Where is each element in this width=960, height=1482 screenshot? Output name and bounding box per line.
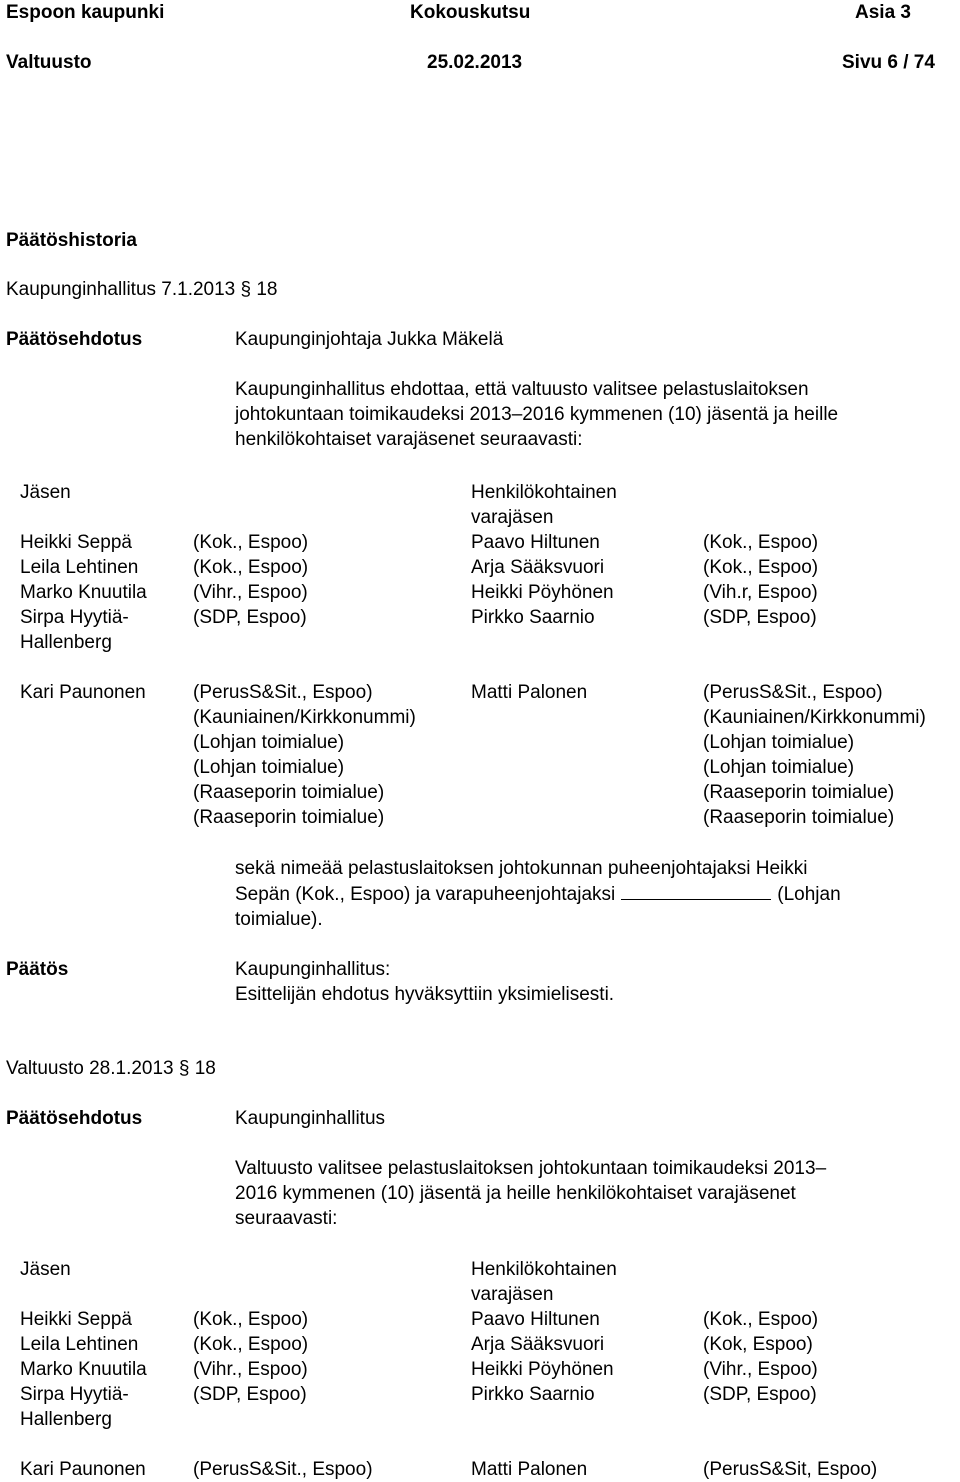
proposal-paragraph xyxy=(235,1156,935,1231)
member-party: (PerusS&Sit., Espoo) xyxy=(193,1459,373,1480)
member-name: Leila Lehtinen xyxy=(20,557,139,578)
paragraph-text: (Lohjan xyxy=(777,884,841,905)
deputy-name: Paavo Hiltunen xyxy=(471,1309,600,1330)
header-city: Espoon kaupunki xyxy=(6,2,165,23)
proposal-paragraph xyxy=(235,377,935,452)
deputy-party: (Kauniainen/Kirkkonummi) xyxy=(703,707,926,728)
paragraph-line: sekä nimeää pelastuslaitoksen johtokunnan puheenjohtajaksi Heikki xyxy=(235,858,808,879)
member-party: (Kok., Espoo) xyxy=(193,1334,309,1355)
col-deputy-header: varajäsen xyxy=(471,1284,554,1305)
members-table-header xyxy=(20,1282,940,1307)
deputy-name: Heikki Pöyhönen xyxy=(471,1359,614,1380)
proposal-presenter: Kaupunginjohtaja Jukka Mäkelä xyxy=(235,329,504,350)
table-row xyxy=(20,780,940,805)
deputy-party: (Raaseporin toimialue) xyxy=(703,782,895,803)
header-date: 25.02.2013 xyxy=(427,52,523,73)
member-party: (Raaseporin toimialue) xyxy=(193,807,385,828)
member-name: Marko Knuutila xyxy=(20,1359,147,1380)
paragraph-text: Sepän (Kok., Espoo) ja varapuheenjohtajaksi xyxy=(235,884,616,905)
paragraph-line: henkilökohtaiset varajäsenet seuraavasti: xyxy=(235,429,583,450)
table-row xyxy=(20,705,940,730)
table-row xyxy=(20,605,940,630)
members-table-header xyxy=(20,1257,940,1282)
member-party: (SDP, Espoo) xyxy=(193,607,307,628)
member-name: Sirpa Hyytiä- xyxy=(20,607,129,628)
deputy-party: (Vihr., Espoo) xyxy=(703,1359,818,1380)
table-row xyxy=(20,580,940,605)
table-row xyxy=(20,1457,940,1482)
header-page: Sivu 6 / 74 xyxy=(842,52,935,73)
member-party: (Kok., Espoo) xyxy=(193,557,309,578)
member-name: Heikki Seppä xyxy=(20,1309,132,1330)
deputy-name: Arja Sääksvuori xyxy=(471,557,605,578)
deputy-name: Paavo Hiltunen xyxy=(471,532,600,553)
proposal-label: Päätösehdotus xyxy=(6,1108,143,1129)
member-party: (Vihr., Espoo) xyxy=(193,582,308,603)
member-party: (Lohjan toimialue) xyxy=(193,757,345,778)
table-row xyxy=(20,1407,940,1432)
deputy-party: (SDP, Espoo) xyxy=(703,1384,817,1405)
chair-paragraph xyxy=(235,856,935,932)
deputy-party: (Raaseporin toimialue) xyxy=(703,807,895,828)
blank-fill-line xyxy=(621,881,771,900)
member-name: Kari Paunonen xyxy=(20,1459,146,1480)
col-member-header: Jäsen xyxy=(20,1259,71,1280)
deputy-name: Pirkko Saarnio xyxy=(471,1384,595,1405)
table-row xyxy=(20,1307,940,1332)
table-row xyxy=(20,755,940,780)
deputy-party: (Lohjan toimialue) xyxy=(703,732,855,753)
member-name: Marko Knuutila xyxy=(20,582,147,603)
deputy-name: Matti Palonen xyxy=(471,1459,588,1480)
col-member-header: Jäsen xyxy=(20,482,71,503)
board-meeting-ref: Kaupunginhallitus 7.1.2013 § 18 xyxy=(6,279,278,300)
member-party: (Lohjan toimialue) xyxy=(193,732,345,753)
member-party: (SDP, Espoo) xyxy=(193,1384,307,1405)
paragraph-line: seuraavasti: xyxy=(235,1208,338,1229)
header-item: Asia 3 xyxy=(855,2,911,23)
paragraph-line xyxy=(235,881,935,907)
deputy-name: Arja Sääksvuori xyxy=(471,1334,605,1355)
paragraph-line: toimialue). xyxy=(235,909,323,930)
deputy-party: (Kok., Espoo) xyxy=(703,1309,819,1330)
member-party: (Kok., Espoo) xyxy=(193,532,309,553)
member-name: Heikki Seppä xyxy=(20,532,132,553)
member-party: (Vihr., Espoo) xyxy=(193,1359,308,1380)
table-row xyxy=(20,1332,940,1357)
member-party: (Kok., Espoo) xyxy=(193,1309,309,1330)
member-name: Sirpa Hyytiä- xyxy=(20,1384,129,1405)
council-meeting-ref: Valtuusto 28.1.2013 § 18 xyxy=(6,1058,216,1079)
table-row xyxy=(20,630,940,655)
member-party: (Kauniainen/Kirkkonummi) xyxy=(193,707,416,728)
table-row xyxy=(20,555,940,580)
member-party: (PerusS&Sit., Espoo) xyxy=(193,682,373,703)
member-name: Hallenberg xyxy=(20,632,112,653)
decision-label: Päätös xyxy=(6,959,69,980)
col-deputy-header: Henkilökohtainen xyxy=(471,1259,617,1280)
deputy-party: (Kok., Espoo) xyxy=(703,532,819,553)
table-row xyxy=(20,680,940,705)
members-table-header xyxy=(20,480,940,505)
table-row xyxy=(20,730,940,755)
deputy-party: (SDP, Espoo) xyxy=(703,607,817,628)
deputy-party: (Vih.r, Espoo) xyxy=(703,582,818,603)
deputy-party: (Lohjan toimialue) xyxy=(703,757,855,778)
table-row xyxy=(20,1382,940,1407)
deputy-party: (PerusS&Sit, Espoo) xyxy=(703,1459,878,1480)
paragraph-line: Valtuusto valitsee pelastuslaitoksen johtokuntaan toimikaudeksi 2013– xyxy=(235,1158,827,1179)
col-deputy-header: varajäsen xyxy=(471,507,554,528)
paragraph-line: 2016 kymmenen (10) jäsentä ja heille henkilökohtaiset varajäsenet xyxy=(235,1183,796,1204)
deputy-party: (Kok, Espoo) xyxy=(703,1334,813,1355)
paragraph-line: johtokuntaan toimikaudeksi 2013–2016 kymmenen (10) jäsentä ja heille xyxy=(235,404,839,425)
proposal-presenter: Kaupunginhallitus xyxy=(235,1108,386,1129)
deputy-name: Heikki Pöyhönen xyxy=(471,582,614,603)
deputy-party: (PerusS&Sit., Espoo) xyxy=(703,682,883,703)
member-party: (Raaseporin toimialue) xyxy=(193,782,385,803)
table-row xyxy=(20,1357,940,1382)
table-row xyxy=(20,530,940,555)
member-name: Leila Lehtinen xyxy=(20,1334,139,1355)
proposal-label: Päätösehdotus xyxy=(6,329,143,350)
header-body: Valtuusto xyxy=(6,52,92,73)
member-name: Hallenberg xyxy=(20,1409,112,1430)
members-table-header xyxy=(20,505,940,530)
deputy-party: (Kok., Espoo) xyxy=(703,557,819,578)
decision-line: Esittelijän ehdotus hyväksyttiin yksimielisesti. xyxy=(235,984,615,1005)
deputy-name: Pirkko Saarnio xyxy=(471,607,595,628)
deputy-name: Matti Palonen xyxy=(471,682,588,703)
table-row xyxy=(20,805,940,830)
header-doc-type: Kokouskutsu xyxy=(410,2,531,23)
paragraph-line: Kaupunginhallitus ehdottaa, että valtuusto valitsee pelastuslaitoksen xyxy=(235,379,809,400)
history-title: Päätöshistoria xyxy=(6,230,137,251)
member-name: Kari Paunonen xyxy=(20,682,146,703)
decision-line: Kaupunginhallitus: xyxy=(235,959,391,980)
col-deputy-header: Henkilökohtainen xyxy=(471,482,617,503)
